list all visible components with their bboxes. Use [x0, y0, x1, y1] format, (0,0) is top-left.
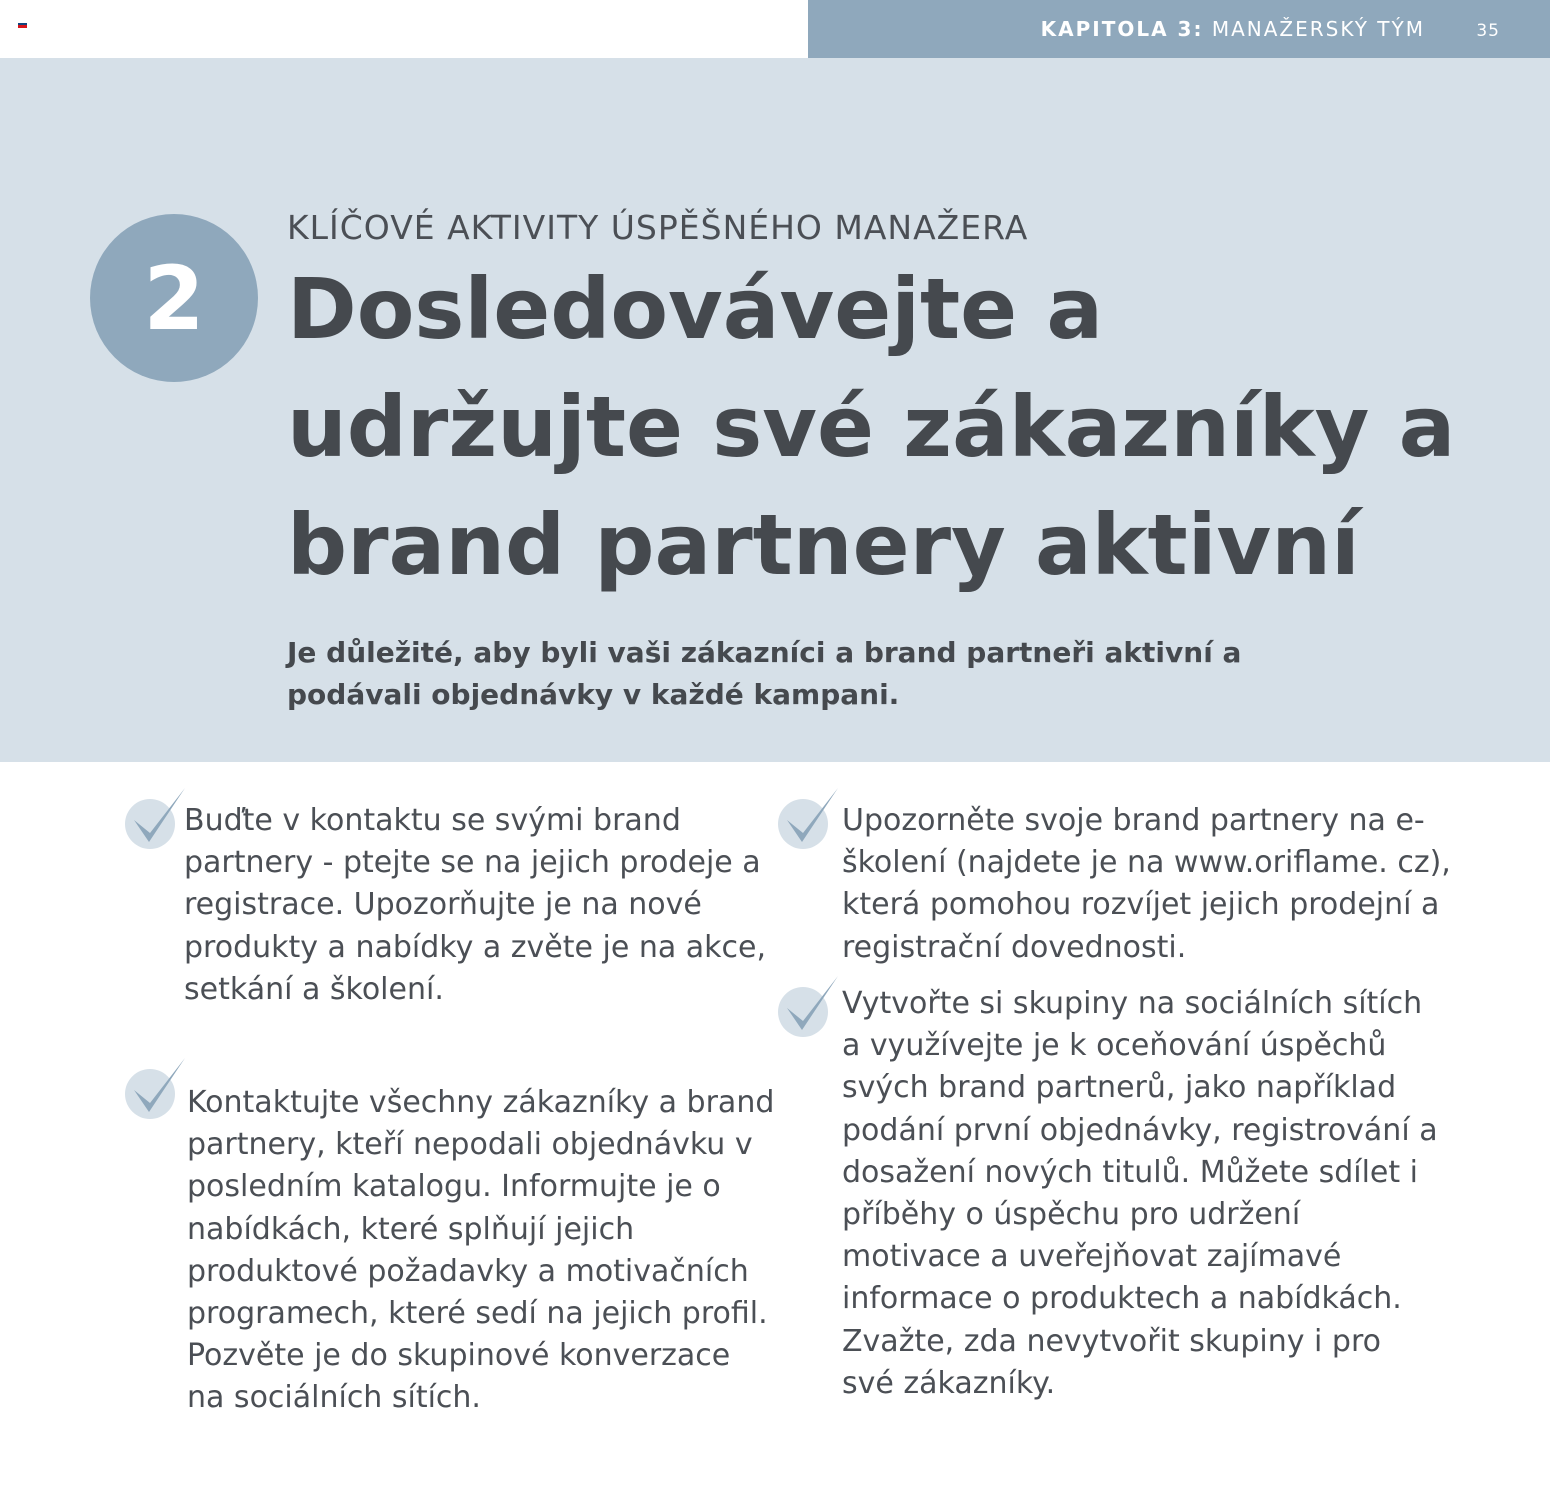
- checkmark-icon: [775, 972, 841, 1042]
- list-item: Upozorněte svoje brand partnery na e-školení (najdete je na www.oriflame. cz), která pomohou rozvíjet jejich prodejní a registrační dovednosti.: [842, 803, 1451, 965]
- lead-paragraph: Je důležité, aby byli vaši zákazníci a brand partneři aktivní a podávali objednávky v každé kampani.: [287, 636, 1242, 711]
- chapter-label: KAPITOLA 3:: [1040, 17, 1204, 41]
- chapter-title: MANAŽERSKÝ TÝM: [1211, 17, 1425, 41]
- step-number-badge: 2: [90, 214, 258, 382]
- list-item: Kontaktujte všechny zákazníky a brand partnery, kteří nepodali objednávku v posledním katalogu. Informujte je o nabídkách, které splňují jejich produktové požadavky a motivačních programech, které sedí na jejich profil. Pozvěte je do skupinové konverzace na sociálních sítích.: [187, 1085, 775, 1416]
- list-item: Buďte v kontaktu se svými brand partnery - ptejte se na jejich prodeje a registrace. Upozorňujte je na nové produkty a nabídky a zvěte je na akce, setkání a školení.: [184, 803, 767, 1007]
- section-kicker: KLÍČOVÉ AKTIVITY ÚSPĚŠNÉHO MANAŽERA: [287, 208, 1029, 247]
- checkmark-icon: [775, 784, 841, 854]
- page-number: 35: [1476, 21, 1500, 41]
- checkmark-icon: [122, 784, 188, 854]
- chapter-heading: [1041, 17, 1425, 41]
- language-flag-icon: [18, 20, 27, 28]
- checkmark-icon: [122, 1054, 188, 1124]
- page-title: Dosledovávejte a udržujte své zákazníky a brand partnery aktivní: [287, 260, 1456, 594]
- list-item: Vytvořte si skupiny na sociálních sítích a využívejte je k oceňování úspěchů svých brand partnerů, jako například podání první objednávky, registrování a dosažení nových titulů. Můžete sdílet i příběhy o úspěchu pro udržení motivace a uveřejňovat zajímavé informace o produktech a nabídkách. Zvažte, zda nevytvořit skupiny i pro své zákazníky.: [842, 986, 1438, 1401]
- chapter-header-bar: [808, 0, 1550, 58]
